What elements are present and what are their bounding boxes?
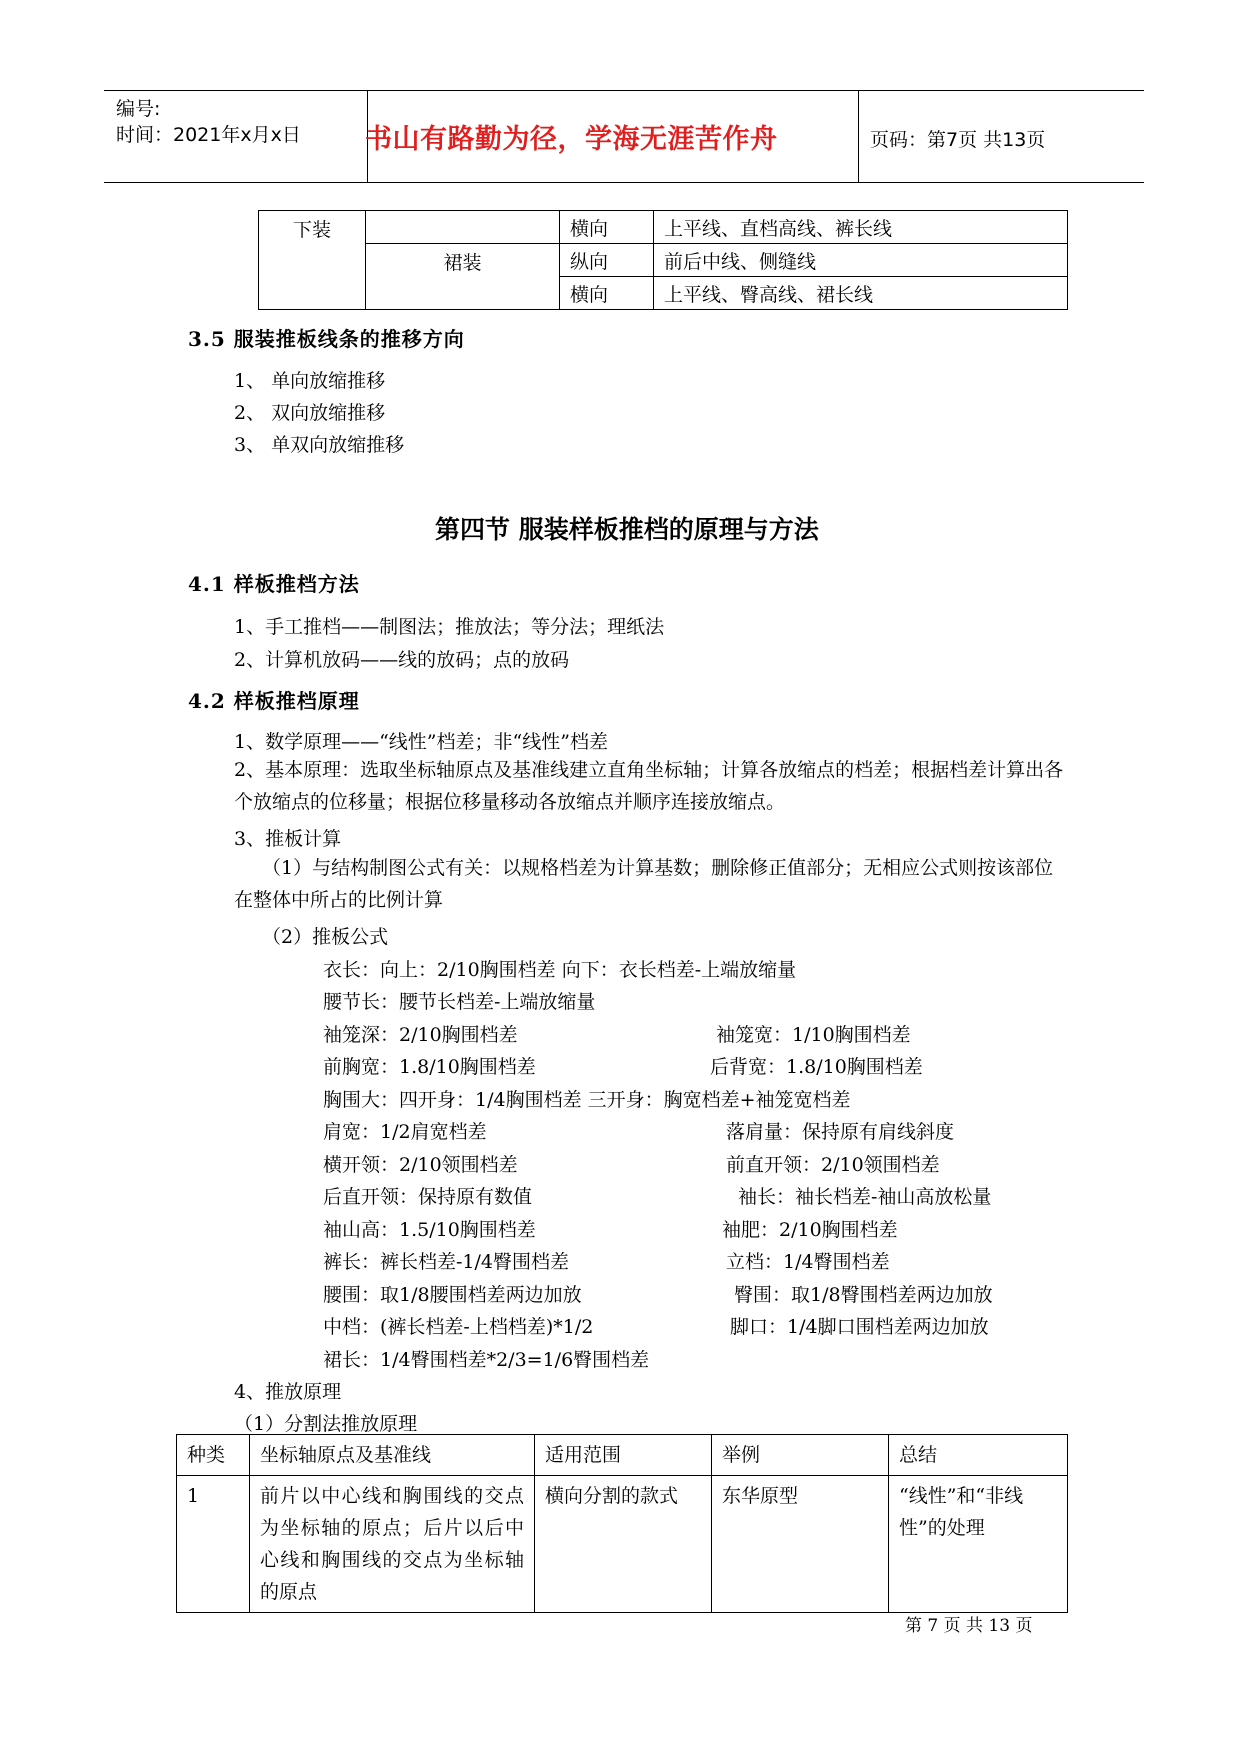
formula: 前胸宽：1.8/10胸围档差 [323, 1056, 536, 1078]
table-cell: 东华原型 [712, 1476, 889, 1613]
paragraph: （1）与结构制图公式有关：以规格档差为计算基数；删除修正值部分；无相应公式则按该部位在整体中所占的比例计算 [234, 857, 1054, 911]
paragraph: （2）推板公式 [262, 926, 389, 948]
section-4-1-title: 4.1 样板推档方法 [188, 572, 360, 596]
formula: 中档：(裤长档差-上档档差)*1/2 [323, 1316, 594, 1338]
table-cell: 上平线、直档高线、裤长线 [654, 211, 1068, 244]
table-cell: 1 [177, 1476, 250, 1613]
formula: 肩宽：1/2肩宽档差 [323, 1121, 487, 1143]
table-cell: 下装 [259, 211, 366, 310]
formula: 落肩量：保持原有肩线斜度 [726, 1121, 955, 1143]
paragraph: 2、基本原理：选取坐标轴原点及基准线建立直角坐标轴；计算各放缩点的档差；根据档差计算出各个放缩点的位移量；根据位移量移动各放缩点并顺序连接放缩点。 [234, 759, 1064, 813]
table-cell: 横向 [560, 277, 654, 310]
table-row [177, 1476, 1068, 1613]
list-item: 1、手工推档——制图法；推放法；等分法；理纸法 [234, 616, 665, 638]
table-header-cell: 种类 [177, 1435, 250, 1476]
header-bottom-rule [104, 182, 1144, 183]
table-header-cell: 坐标轴原点及基准线 [250, 1435, 535, 1476]
formula: 袖笼深：2/10胸围档差 [323, 1024, 518, 1046]
formula: 脚口：1/4脚口围档差两边加放 [730, 1316, 989, 1338]
formula: 臀围：取1/8臀围档差两边加放 [734, 1284, 993, 1306]
section-4-2-title: 4.2 样板推档原理 [188, 689, 360, 713]
formula: 袖笼宽：1/10胸围档差 [716, 1024, 911, 1046]
header-top-rule [104, 90, 1144, 91]
chapter-4-title: 第四节 服装样板推档的原理与方法 [435, 515, 819, 544]
header-page: 页码：第7页 共13页 [870, 129, 1046, 151]
header-time: 时间：2021年x月x日 [116, 124, 301, 146]
list-item: 3、 单双向放缩推移 [234, 434, 405, 456]
table-cell: 横向分割的款式 [535, 1476, 712, 1613]
header-number: 编号: [116, 98, 161, 120]
formula: 立档：1/4臀围档差 [726, 1251, 890, 1273]
table-header-cell: 举例 [712, 1435, 889, 1476]
grading-principle-table [176, 1434, 1068, 1613]
formula: 胸围大：四开身：1/4胸围档差 三开身：胸宽档差+袖笼宽档差 [323, 1089, 851, 1111]
header-slogan: 书山有路勤为径，学海无涯苦作舟 [365, 124, 778, 155]
formula: 裤长：裤长档差-1/4臀围档差 [323, 1251, 569, 1273]
paragraph: 4、推放原理 [234, 1381, 342, 1403]
table-header-cell: 适用范围 [535, 1435, 712, 1476]
formula: 后直开领：保持原有数值 [323, 1186, 533, 1208]
formula: 裙长：1/4臀围档差*2/3=1/6臀围档差 [323, 1349, 650, 1371]
formula: 横开领：2/10领围档差 [323, 1154, 518, 1176]
seam-direction-table [258, 210, 1068, 310]
formula: 腰围：取1/8腰围档差两边加放 [323, 1284, 582, 1306]
table-cell: 横向 [560, 211, 654, 244]
table-cell: 前后中线、侧缝线 [654, 244, 1068, 277]
list-item: 1、 单向放缩推移 [234, 370, 386, 392]
table-cell [366, 211, 560, 244]
formula: 袖长：袖长档差-袖山高放松量 [738, 1186, 992, 1208]
table-cell: 上平线、臀高线、裙长线 [654, 277, 1068, 310]
table-cell: 前片以中心线和胸围线的交点为坐标轴的原点；后片以后中心线和胸围线的交点为坐标轴的原点 [250, 1476, 535, 1613]
table-cell: 裙装 [366, 244, 560, 310]
formula: 袖山高：1.5/10胸围档差 [323, 1219, 536, 1241]
paragraph: （1）分割法推放原理 [234, 1413, 418, 1435]
page-footer: 第 7 页 共 13 页 [905, 1616, 1033, 1636]
table-row [259, 211, 1068, 244]
table-header-row [177, 1435, 1068, 1476]
paragraph: 3、推板计算 [234, 828, 342, 850]
table-cell: 纵向 [560, 244, 654, 277]
table-cell: “线性”和“非线性”的处理 [889, 1476, 1068, 1613]
list-item: 2、 双向放缩推移 [234, 402, 386, 424]
section-3-5-title: 3.5 服装推板线条的推移方向 [188, 327, 465, 351]
paragraph: 1、数学原理——“线性”档差；非“线性”档差 [234, 731, 608, 753]
formula: 袖肥：2/10胸围档差 [722, 1219, 898, 1241]
formula: 后背宽：1.8/10胸围档差 [710, 1056, 923, 1078]
list-item: 2、计算机放码——线的放码；点的放码 [234, 649, 570, 671]
formula: 前直开领：2/10领围档差 [726, 1154, 940, 1176]
formula: 衣长：向上：2/10胸围档差 向下：衣长档差-上端放缩量 [323, 959, 797, 981]
table-header-cell: 总结 [889, 1435, 1068, 1476]
header-divider-right [858, 90, 859, 182]
table-row [259, 244, 1068, 277]
formula: 腰节长：腰节长档差-上端放缩量 [323, 991, 596, 1013]
